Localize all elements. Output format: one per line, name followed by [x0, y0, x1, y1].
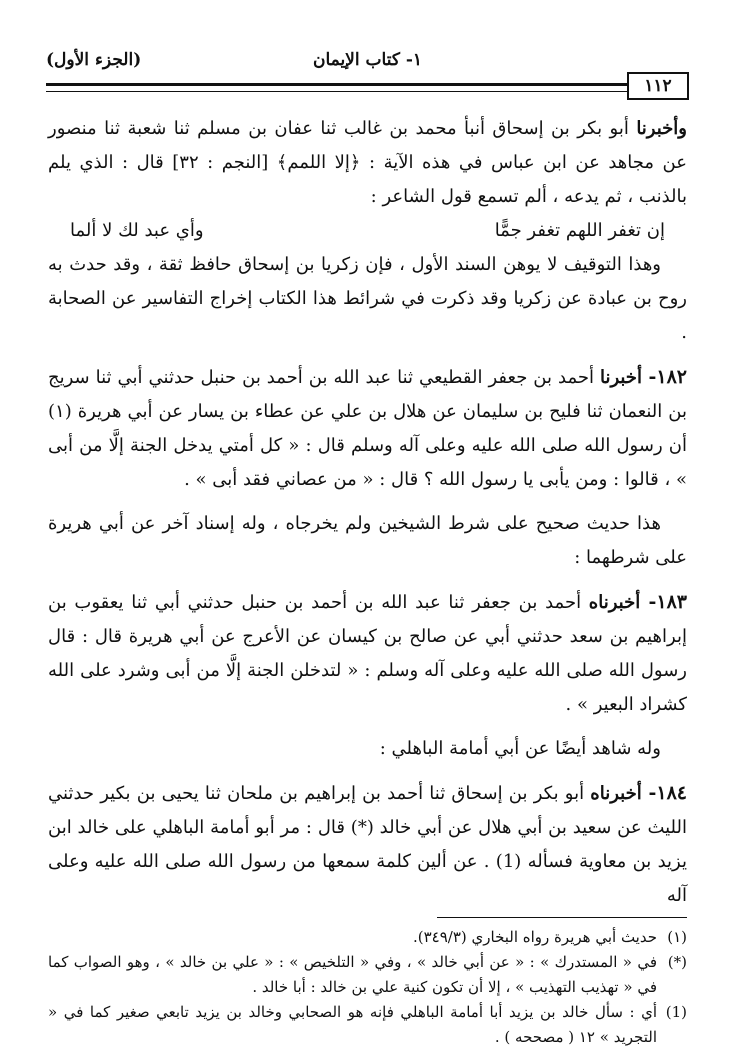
- running-head: [46, 44, 689, 74]
- footnote: [48, 950, 687, 1000]
- footnote-mark: (1): [665, 1003, 687, 1021]
- paragraph-text: وله شاهد أيضًا عن أبي أمامة الباهلي :: [379, 738, 661, 759]
- paragraph-lead: أخبرناه: [590, 783, 649, 804]
- page-number: ١١٢: [627, 72, 689, 100]
- paragraph-lead: أخبرنا: [599, 367, 649, 388]
- verse-second-half: وأي عبد لك لا ألما: [70, 220, 204, 241]
- hadith-number: ١٨٤-: [648, 782, 687, 804]
- hadith-number: ١٨٢-: [648, 366, 687, 388]
- volume-label: (الجزء الأول): [46, 50, 142, 70]
- hadith-184: [48, 776, 687, 913]
- footnote: [48, 925, 687, 950]
- hadith-number: ١٨٣-: [648, 591, 687, 613]
- verse-first-half: إن تغفر اللهم تغفر جمًّا: [494, 220, 665, 241]
- footnote-rule: [437, 917, 687, 918]
- footnote-mark: (*): [667, 953, 687, 971]
- header-rule: [46, 83, 627, 92]
- hadith-182: [48, 360, 687, 497]
- paragraph: [48, 507, 687, 575]
- poetry-verse: [48, 214, 687, 248]
- hadith-183: [48, 585, 687, 722]
- paragraph-lead: وأخبرنا: [636, 118, 687, 139]
- paragraph-text: أبو بكر بن إسحاق ثنا أحمد بن إبراهيم بن ملحان ثنا يحيى بن بكير حدثني الليث عن سعيد بن أبي هلال عن أبي خالد (*) قال : مر أبو أمامة الباهلي على خالد ابن يزيد بن معاوية فسأله (1) . عن ألين كلمة سمعها من رسول الله صلى الله عليه وعلى آله: [48, 783, 687, 906]
- paragraph-text: أحمد بن جعفر ثنا عبد الله بن أحمد بن حنبل حدثني أبي ثنا يعقوب بن إبراهيم بن سعد حدثني أبي عن صالح بن كيسان عن الأعرج عن أبي هريرة قال : قال رسول الله صلى الله عليه وعلى آله وسلم : « لتدخلن الجنة إلَّا من أبى وشرد على الله كشراد البعير » .: [48, 592, 687, 715]
- paragraph-text: وهذا التوقيف لا يوهن السند الأول ، فإن زكريا بن إسحاق حافظ ثقة ، وقد حدث به روح بن عبادة عن زكريا وقد ذكرت في شرائط هذا الكتاب إخراج التفاسير عن الصحابة .: [48, 254, 687, 343]
- footnotes: [48, 925, 687, 1050]
- paragraph-text: هذا حديث صحيح على شرط الشيخين ولم يخرجاه ، وله إسناد آخر عن أبي هريرة على شرطهما :: [48, 513, 687, 568]
- paragraph: [48, 112, 687, 214]
- footnote-text: في « المستدرك » : « عن أبي خالد » ، وفي « التلخيص » : « علي بن خالد » ، وهو الصواب كما في « تهذيب التهذيب » ، إلا أن تكون كنية علي بن خالد : أبا خالد .: [48, 953, 657, 996]
- paragraph: [48, 248, 687, 350]
- footnote-mark: (١): [667, 928, 687, 946]
- paragraph-lead: أخبرناه: [588, 592, 649, 613]
- paragraph: [48, 732, 687, 766]
- footnote-text: أي : سأل خالد بن يزيد أبا أمامة الباهلي فإنه هو الصحابي وخالد بن يزيد تابعي صغير كما في « التجريد » ١٢ ( مصححه ) .: [48, 1003, 657, 1046]
- footnote-text: حديث أبي هريرة رواه البخاري (٣٤٩/٣).: [412, 928, 657, 946]
- footnote: [48, 1000, 687, 1050]
- paragraph-text: أبو بكر بن إسحاق أنبأ محمد بن غالب ثنا عفان بن مسلم ثنا شعبة ثنا منصور عن مجاهد عن ابن عباس في هذه الآية : ﴿إلا اللمم﴾ [النجم : ٣٢] قال : الذي يلم بالذنب ، ثم يدعه ، ألم تسمع قول الشاعر :: [48, 118, 687, 207]
- main-text: [48, 112, 687, 913]
- paragraph-text: أحمد بن جعفر القطيعي ثنا عبد الله بن أحمد بن حنبل حدثني أبي ثنا سريج بن النعمان ثنا فليح بن سليمان عن هلال بن علي عن عطاء بن يسار عن أبي هريرة (١) أن رسول الله صلى الله عليه وعلى آله وسلم قال : « كل أمتي يدخل الجنة إلَّا من أبى » ، قالوا : ومن يأبى يا رسول الله ؟ قال : « من عصاني فقد أبى » .: [48, 367, 687, 490]
- book-title: ١- كتاب الإيمان: [312, 50, 423, 70]
